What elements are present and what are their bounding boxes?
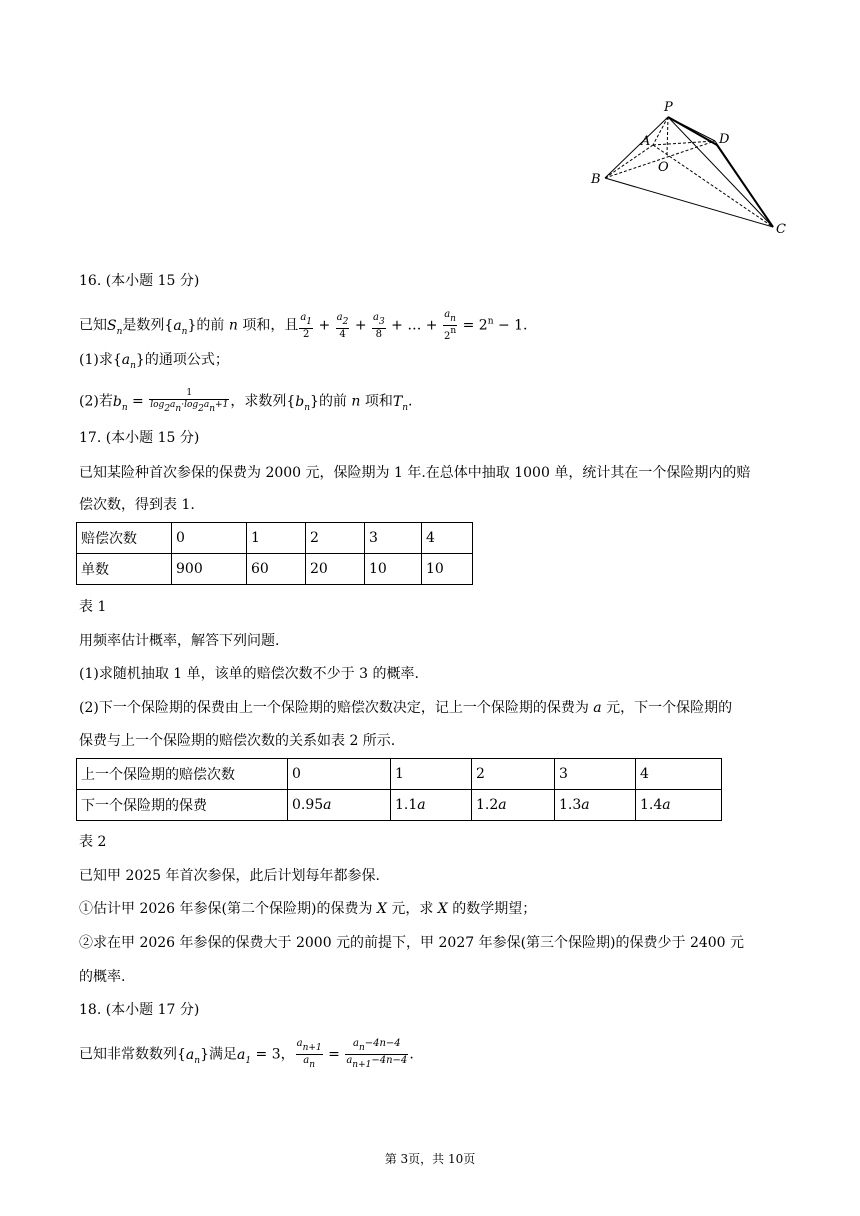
table-cell: 1.4a <box>636 790 722 821</box>
q17-sub2-line2: 的概率. <box>79 969 126 985</box>
table-1 <box>76 522 473 585</box>
table-cell: 2 <box>306 523 365 554</box>
q17-part2-line1: (2)下一个保险期的保费由上一个保险期的赔偿次数决定，记上一个保险期的保费为 a 元，下一个保险期的 <box>79 700 733 716</box>
table-cell: 20 <box>306 554 365 585</box>
table-2-caption: 表 2 <box>79 834 107 850</box>
q16-stem: 已知$S_n$是数列$\{a_n\}$的前 n 项和，且 $\frac{a1}{2}$ + $\frac{a2}{4}$ + $\frac{a3}{8}$ + … + $\frac{an}{2n}$ = $2^n - 1$. <box>79 309 528 342</box>
q17-stem-line2: 偿次数，得到表 1. <box>79 497 195 513</box>
q17-sub1: ①估计甲 2026 年参保(第二个保险期)的保费为 X 元，求 X 的数学期望； <box>79 901 537 917</box>
q16-part2: (2)若$b_n$ = $\frac{1}{\log 2an\cdot\log 2an+1}$ ，求数列$\{b_n\}$的前 n 项和$T_n$. <box>79 388 413 414</box>
table-cell: 60 <box>247 554 306 585</box>
q16-header: 16. (本小题 15 分) <box>79 273 200 289</box>
table-1-caption: 表 1 <box>79 599 107 615</box>
table-cell: 0 <box>288 759 391 790</box>
page-footer: 第 3页，共 10页 <box>384 1152 476 1166</box>
edge-PC-thick2 <box>717 145 773 227</box>
pyramid-figure <box>585 95 795 240</box>
table-cell: 赔偿次数 <box>77 523 172 554</box>
label-A: A <box>641 134 651 149</box>
table-cell: 1.1a <box>391 790 472 821</box>
table-cell: 1.2a <box>472 790 555 821</box>
table-cell: 1.3a <box>555 790 636 821</box>
edge-BC <box>605 178 773 227</box>
label-O: O <box>658 160 669 175</box>
q17-sub2-line1: ②求在甲 2026 年参保的保费大于 2000 元的前提下，甲 2027 年参保(第三个保险期)的保费少于 2400 元 <box>79 935 745 951</box>
edge-PC-thick <box>668 117 717 145</box>
table-cell: 4 <box>636 759 722 790</box>
edge-AB <box>605 145 653 178</box>
edge-PA <box>653 117 668 145</box>
q17-stem-line1: 已知某险种首次参保的保费为 2000 元，保险期为 1 年.在总体中抽取 1000 单，统计其在一个保险期内的赔 <box>79 465 751 481</box>
q17-header: 17. (本小题 15 分) <box>79 430 200 446</box>
label-C: C <box>776 222 786 237</box>
label-P: P <box>664 100 673 115</box>
table-row <box>77 523 473 554</box>
q17-known: 已知甲 2025 年首次参保，此后计划每年都参保. <box>79 868 380 884</box>
table-row <box>77 759 722 790</box>
table-cell: 10 <box>422 554 473 585</box>
table-cell: 10 <box>365 554 422 585</box>
q16-part1: (1)求$\{a_n\}$的通项公式； <box>79 352 229 371</box>
table-cell: 下一个保险期的保费 <box>77 790 288 821</box>
table-row <box>77 790 722 821</box>
table-cell: 0.95a <box>288 790 391 821</box>
table-cell: 2 <box>472 759 555 790</box>
table-cell: 单数 <box>77 554 172 585</box>
table-cell: 4 <box>422 523 473 554</box>
table-row <box>77 554 473 585</box>
label-D: D <box>719 132 730 147</box>
table-cell: 0 <box>172 523 247 554</box>
edge-PO <box>667 117 668 154</box>
table-2 <box>76 758 722 821</box>
q17-part2-line2: 保费与上一个保险期的赔偿次数的关系如表 2 所示. <box>79 733 396 749</box>
label-B: B <box>591 172 601 187</box>
table-cell: 900 <box>172 554 247 585</box>
q18-header: 18. (本小题 17 分) <box>79 1002 200 1018</box>
edge-AC <box>653 145 773 227</box>
table-cell: 上一个保险期的赔偿次数 <box>77 759 288 790</box>
table-cell: 3 <box>555 759 636 790</box>
q17-intro: 用频率估计概率，解答下列问题. <box>79 633 280 649</box>
q18-stem: 已知非常数数列$\{a_n\}$满足$a_1 = 3$， $\frac{an+1}{an}$ = $\frac{an-4n-4}{an+1-4n-4}$ . <box>79 1038 414 1070</box>
q17-part1: (1)求随机抽取 1 单，该单的赔偿次数不少于 3 的概率. <box>79 666 419 682</box>
table-cell: 1 <box>391 759 472 790</box>
table-cell: 3 <box>365 523 422 554</box>
table-cell: 1 <box>247 523 306 554</box>
